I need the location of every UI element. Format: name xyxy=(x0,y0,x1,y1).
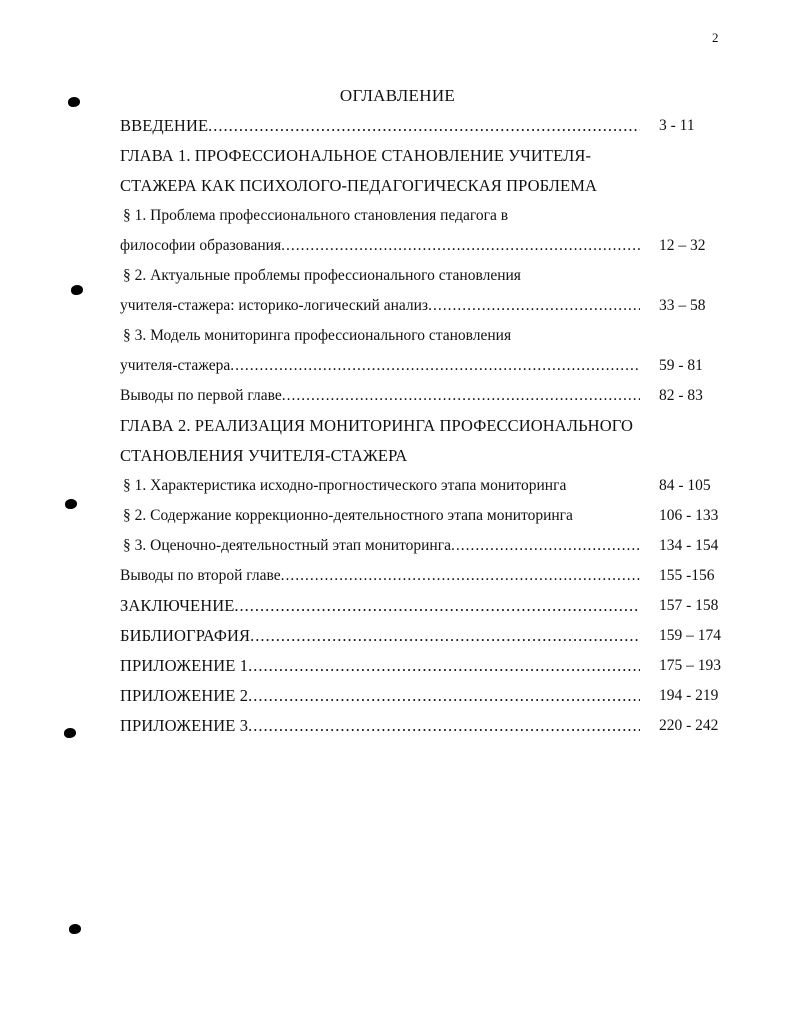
toc-title: ОГЛАВЛЕНИЕ xyxy=(339,86,456,105)
toc-entry-page: 33 – 58 xyxy=(653,291,706,321)
toc-entry xyxy=(120,471,730,501)
toc-entry xyxy=(120,141,730,171)
binder-hole-mark xyxy=(69,924,81,934)
toc-entry xyxy=(120,321,730,351)
toc-entry-text: философии образования ..... xyxy=(120,231,640,261)
toc-entry-page: 84 - 105 xyxy=(653,471,711,501)
toc-entry-page: 157 - 158 xyxy=(653,591,718,621)
toc-entry-page: 59 - 81 xyxy=(653,351,703,381)
toc-entry-page: 159 – 174 xyxy=(653,621,721,651)
toc-entry-text: ПРИЛОЖЕНИЕ 1 ..... xyxy=(120,651,640,681)
toc-entry-page: 155 -156 xyxy=(653,561,715,591)
toc-entry xyxy=(120,591,730,621)
toc-entry-text: ВВЕДЕНИЕ ..... xyxy=(120,111,640,141)
toc-entry xyxy=(120,201,730,231)
toc-entry-text: ПРИЛОЖЕНИЕ 2 ..... xyxy=(120,681,640,711)
toc-entry-page: 106 - 133 xyxy=(653,501,718,531)
toc-entry-page: 3 - 11 xyxy=(653,111,695,141)
binder-hole-mark xyxy=(68,97,80,107)
toc-entry xyxy=(120,441,730,471)
toc-entry xyxy=(120,531,730,561)
toc-entry xyxy=(120,291,730,321)
table-of-contents xyxy=(120,111,730,741)
toc-entry-page: 175 – 193 xyxy=(653,651,721,681)
toc-entry-text: ЗАКЛЮЧЕНИЕ ..... xyxy=(120,591,640,621)
toc-entry-page: 82 - 83 xyxy=(653,381,703,411)
toc-entry-text: СТАНОВЛЕНИЯ УЧИТЕЛЯ-СТАЖЕРА xyxy=(120,446,408,465)
toc-entry xyxy=(120,231,730,261)
toc-entry-text: учителя-стажера: историко-логический анализ ..... xyxy=(120,291,640,321)
toc-entry-page: 12 – 32 xyxy=(653,231,706,261)
binder-hole-mark xyxy=(65,499,77,509)
toc-entry-page: 194 - 219 xyxy=(653,681,718,711)
toc-entry xyxy=(120,681,730,711)
toc-entry-text: Выводы по второй главе ..... xyxy=(120,561,640,591)
toc-entry xyxy=(120,561,730,591)
toc-entry-text: ГЛАВА 1. ПРОФЕССИОНАЛЬНОЕ СТАНОВЛЕНИЕ УЧИТЕЛЯ- xyxy=(120,146,592,165)
binder-hole-mark xyxy=(71,285,83,295)
toc-entry-page: 134 - 154 xyxy=(653,531,718,561)
toc-entry xyxy=(120,711,730,741)
toc-entry xyxy=(120,351,730,381)
toc-entry xyxy=(120,171,730,201)
toc-entry-text: учителя-стажера ..... xyxy=(120,351,640,381)
toc-entry-text: БИБЛИОГРАФИЯ ..... xyxy=(120,621,640,651)
toc-entry xyxy=(120,411,730,441)
toc-entry xyxy=(120,261,730,291)
toc-entry-text: § 2. Содержание коррекционно-деятельностного этапа мониторинга xyxy=(123,507,573,524)
toc-entry xyxy=(120,621,730,651)
toc-entry-text: § 1. Проблема профессионального становления педагога в xyxy=(123,207,509,224)
toc-entry xyxy=(120,111,730,141)
toc-entry-text: СТАЖЕРА КАК ПСИХОЛОГО-ПЕДАГОГИЧЕСКАЯ ПРОБЛЕМА xyxy=(120,176,598,195)
toc-entry xyxy=(120,651,730,681)
toc-entry-page: 220 - 242 xyxy=(653,711,718,741)
toc-entry-text: § 3. Оценочно-деятельностный этап мониторинга ..... xyxy=(120,531,640,561)
toc-entry xyxy=(120,501,730,531)
page-number: 2 xyxy=(712,30,719,45)
binder-hole-mark xyxy=(64,728,76,738)
toc-entry-text: § 1. Характеристика исходно-прогностического этапа мониторинга xyxy=(123,477,567,494)
toc-entry-text: § 2. Актуальные проблемы профессионального становления xyxy=(123,267,521,284)
toc-entry-text: Выводы по первой главе ..... xyxy=(120,381,640,411)
toc-entry xyxy=(120,381,730,411)
toc-entry-text: ГЛАВА 2. РЕАЛИЗАЦИЯ МОНИТОРИНГА ПРОФЕССИОНАЛЬНОГО xyxy=(120,416,633,435)
toc-entry-text: § 3. Модель мониторинга профессионального становления xyxy=(123,327,512,344)
toc-entry-text: ПРИЛОЖЕНИЕ 3 ..... xyxy=(120,711,640,741)
